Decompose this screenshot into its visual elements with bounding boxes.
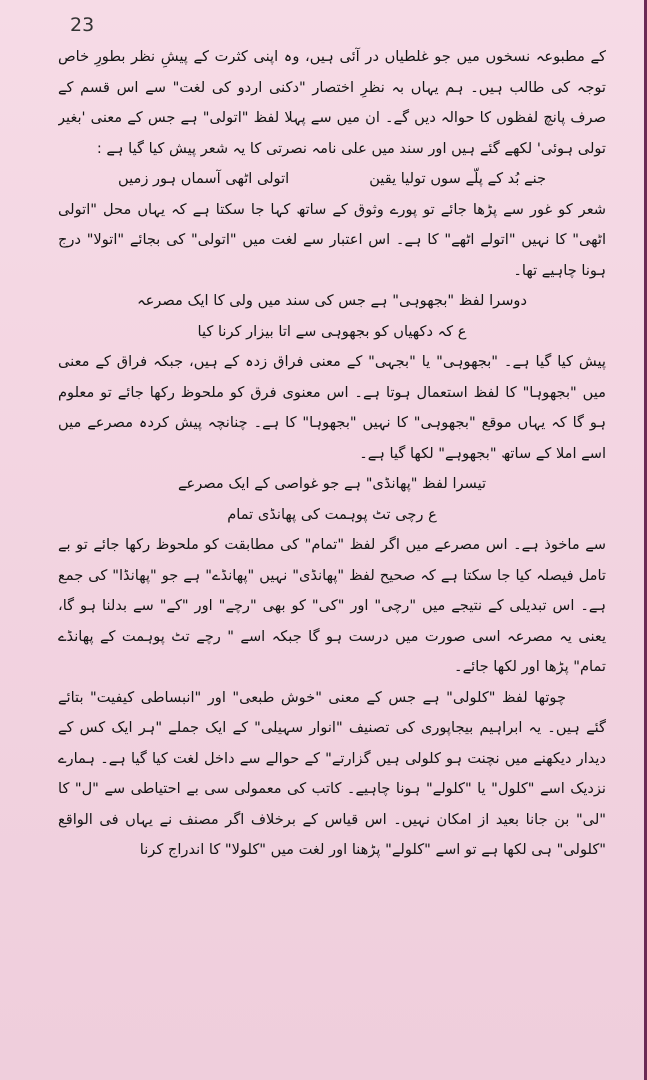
verse-line: ع کہ دکھیاں کو بجھوہی سے اتا بیزار کرنا کیا xyxy=(197,322,467,340)
paragraph: سے ماخوذ ہے۔ اس مصرعے میں اگر لفظ "تمام" کی مطابقت کو ملحوظ رکھا جائے تو بے تامل فیصلہ کیا جا سکتا ہے کہ صحیح لفظ "پھانڈی" نہیں "پھانڈے" ہے جو "پھانڈا" کی جمع ہے۔ اس تبدیلی کے نتیجے میں "رچی" اور "کی" کو بھی "رچے" اور "کے" سے بدلنا ہو گا، یعنی یہ مصرعہ اسی صورت میں درست ہو گا جبکہ اسے " رچے تٹ پوہمت کے پھانڈے تمام" پڑھا اور لکھا جائے۔ xyxy=(58,536,606,675)
paragraph: چوتھا لفظ "کلولی" ہے جس کے معنی "خوش طبعی" اور "انبساطی کیفیت" بتائے گئے ہیں۔ یہ ابراہیم بیجاپوری کی تصنیف "انوار سہیلی" کے ایک جملے "ہر ایک کس کے دیدار دیکھنے میں نچنت ہو کلولی ہیں گزارتے" کے حوالے سے داخل لغت کیا گیا ہے۔ ہمارے نزدیک اسے "کلول" یا "کلولے" ہونا چاہیے۔ کاتب کی معمولی سی بے احتیاطی سے "ل" کا "لی" بن جانا بعید از امکان نہیں۔ اس قیاس کے برخلاف اگر مصنف نے یہاں فی الواقع "کلولی" ہی لکھا ہے تو اسے "کلولے" پڑھنا اور لغت میں "کلولا" کا اندراج کرنا xyxy=(58,688,606,858)
paragraph-centered: تیسرا لفظ "پھانڈی" ہے جو غواصی کے ایک مصرعے xyxy=(177,475,487,492)
paragraph: کے مطبوعہ نسخوں میں جو غلطیاں در آئی ہیں، وہ اپنی کثرت کے پیشِ نظر بطورِ خاص توجہ کی طالب ہیں۔ ہم یہاں بہ نظرِ اختصار "دکنی اردو کی لغت" سے اس قسم کے صرف پانچ لفظوں کا حوالہ دیں گے۔ ان میں سے پہلا لفظ "اتولی" ہے جس کے معنی 'بغیر تولی ہوئی' لکھے گئے ہیں اور سند میں علی نامہ نصرتی کا یہ شعر پیش کیا گیا ہے : xyxy=(58,48,606,157)
verse-right-hemistich: جنے بُد کے پلّے سوں تولیا یقین xyxy=(369,170,547,187)
verse-couplet xyxy=(58,164,606,195)
page-number: 23 xyxy=(70,14,95,36)
page-body xyxy=(58,42,606,1060)
verse-left-hemistich: اتولی اٹھی آسماں ہور زمیں xyxy=(117,170,290,187)
paragraph: پیش کیا گیا ہے۔ "بجھوہی" یا "بجہی" کے معنی فراق زدہ کے ہیں، جبکہ فراق کے معنی میں "بجھوہا" کا لفظ استعمال ہوتا ہے۔ اس معنوی فرق کو ملحوظ رکھا جائے تو معلوم ہو گا کہ یہاں موقع "بجھوہی" کا نہیں "بجھوہا" کا ہے۔ چنانچہ پیش کردہ مصرعے میں اسے املا کے ساتھ "بجھوہے" لکھا گیا ہے۔ xyxy=(58,353,606,462)
verse-line: ع رچی تٹ پوہمت کی پھانڈی تمام xyxy=(227,505,437,523)
paragraph-centered: دوسرا لفظ "بجھوہی" ہے جس کی سند میں ولی کا ایک مصرعہ xyxy=(137,292,527,309)
paragraph: شعر کو غور سے پڑھا جائے تو پورے وثوق کے ساتھ کہا جا سکتا ہے کہ یہاں محل "اتولی اٹھی" کا نہیں "اتولے اٹھے" کا ہے۔ اس اعتبار سے لغت میں "اتولی" کی بجائے "اتولا" درج ہونا چاہیے تھا۔ xyxy=(58,200,606,279)
